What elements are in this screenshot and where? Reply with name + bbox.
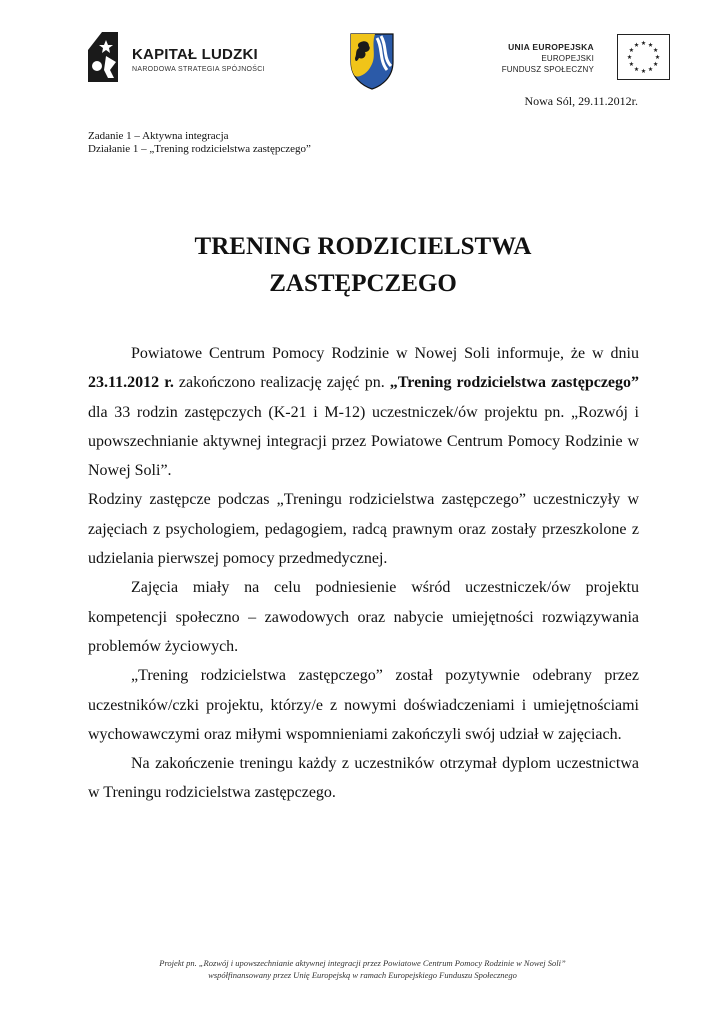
eu-star	[634, 42, 639, 46]
document-date: Nowa Sól, 29.11.2012r.	[524, 94, 638, 108]
eu-logo-line1: UNIA EUROPEJSKA	[508, 42, 594, 52]
paragraph-1	[88, 339, 639, 485]
task-info	[88, 130, 311, 156]
eu-star	[634, 67, 639, 71]
eu-star	[629, 48, 634, 52]
paragraph-1-text-a: Powiatowe Centrum Pomocy Rodzinie w Nowej Soli informuje, że w dniu	[131, 345, 639, 362]
paragraph-4: „Trening rodzicielstwa zastępczego” został pozytywnie odebrany przez uczestników/czki projektu, którzy/e z nowymi doświadczeniami i umiejętnościami wychowawczymi oraz miłymi wspomnieniami zakończyli swój udział w zajęciach.	[88, 667, 639, 743]
paragraph-1-training-name: „Trening rodzicielstwa zastępczego”	[389, 374, 640, 392]
eu-logo	[494, 34, 670, 82]
eu-star	[653, 62, 658, 66]
eu-star	[627, 55, 632, 59]
eu-star	[648, 42, 653, 46]
eu-star	[629, 62, 634, 66]
eu-logo-line3: FUNDUSZ SPOŁECZNY	[501, 65, 594, 74]
eu-flag-icon	[617, 34, 670, 80]
footer-line-2: współfinansowany przez Unię Europejską w ramach Europejskiego Funduszu Społecznego	[208, 970, 517, 980]
eu-star	[648, 67, 653, 71]
eu-logo-line2: EUROPEJSKI	[541, 54, 594, 63]
paragraph-2: Rodziny zastępcze podczas „Treningu rodzicielstwa zastępczego” uczestniczyły w zajęciach z psychologiem, pedagogiem, radcą prawnym oraz zostały przeszkolone z udzielania pierwszej pomocy przedmedycznej.	[88, 491, 639, 568]
eu-star	[641, 41, 646, 45]
task-line-1: Zadanie 1 – Aktywna integracja	[88, 130, 229, 142]
eu-star	[641, 69, 646, 73]
document-title	[88, 228, 638, 302]
kapital-ludzki-title: KAPITAŁ LUDZKI	[132, 46, 258, 63]
eu-star	[655, 55, 660, 59]
kapital-ludzki-subtitle: NARODOWA STRATEGIA SPÓJNOŚCI	[132, 66, 265, 73]
paragraph-1-date: 23.11.2012 r.	[88, 374, 174, 392]
footer-line-1: Projekt pn. „Rozwój i upowszechnianie aktywnej integracji przez Powiatowe Centrum Pomocy Rodzinie w Nowej Soli”	[159, 958, 566, 968]
kapital-ludzki-logo	[88, 32, 268, 84]
paragraph-5: Na zakończenie treningu każdy z uczestników otrzymał dyplom uczestnictwa w Treningu rodzicielstwa zastępczego.	[88, 755, 639, 802]
paragraph-3: Zajęcia miały na celu podniesienie wśród uczestniczek/ów projektu kompetencji społeczno – zawodowych oraz nabycie umiejętności rozwiązywania problemów życiowych.	[88, 579, 639, 655]
coat-of-arms-icon	[347, 32, 397, 90]
eu-star	[653, 48, 658, 52]
paragraph-1-text-c: zakończono realizację zajęć pn.	[173, 374, 390, 392]
page-footer	[0, 957, 725, 981]
document-body	[88, 339, 639, 808]
task-line-2: Działanie 1 – „Trening rodzicielstwa zastępczego”	[88, 143, 311, 155]
title-line-2: ZASTĘPCZEGO	[269, 270, 457, 297]
kapital-ludzki-emblem-icon	[88, 32, 128, 84]
title-line-1: TRENING RODZICIELSTWA	[194, 233, 532, 260]
paragraph-1-text-e: dla 33 rodzin zastępczych (K-21 i M-12) uczestniczek/ów projektu pn. „Rozwój i upowszechnianie aktywnej integracji przez Powiatowe Centrum Pomocy Rodzinie w Nowej Soli”.	[88, 403, 639, 480]
